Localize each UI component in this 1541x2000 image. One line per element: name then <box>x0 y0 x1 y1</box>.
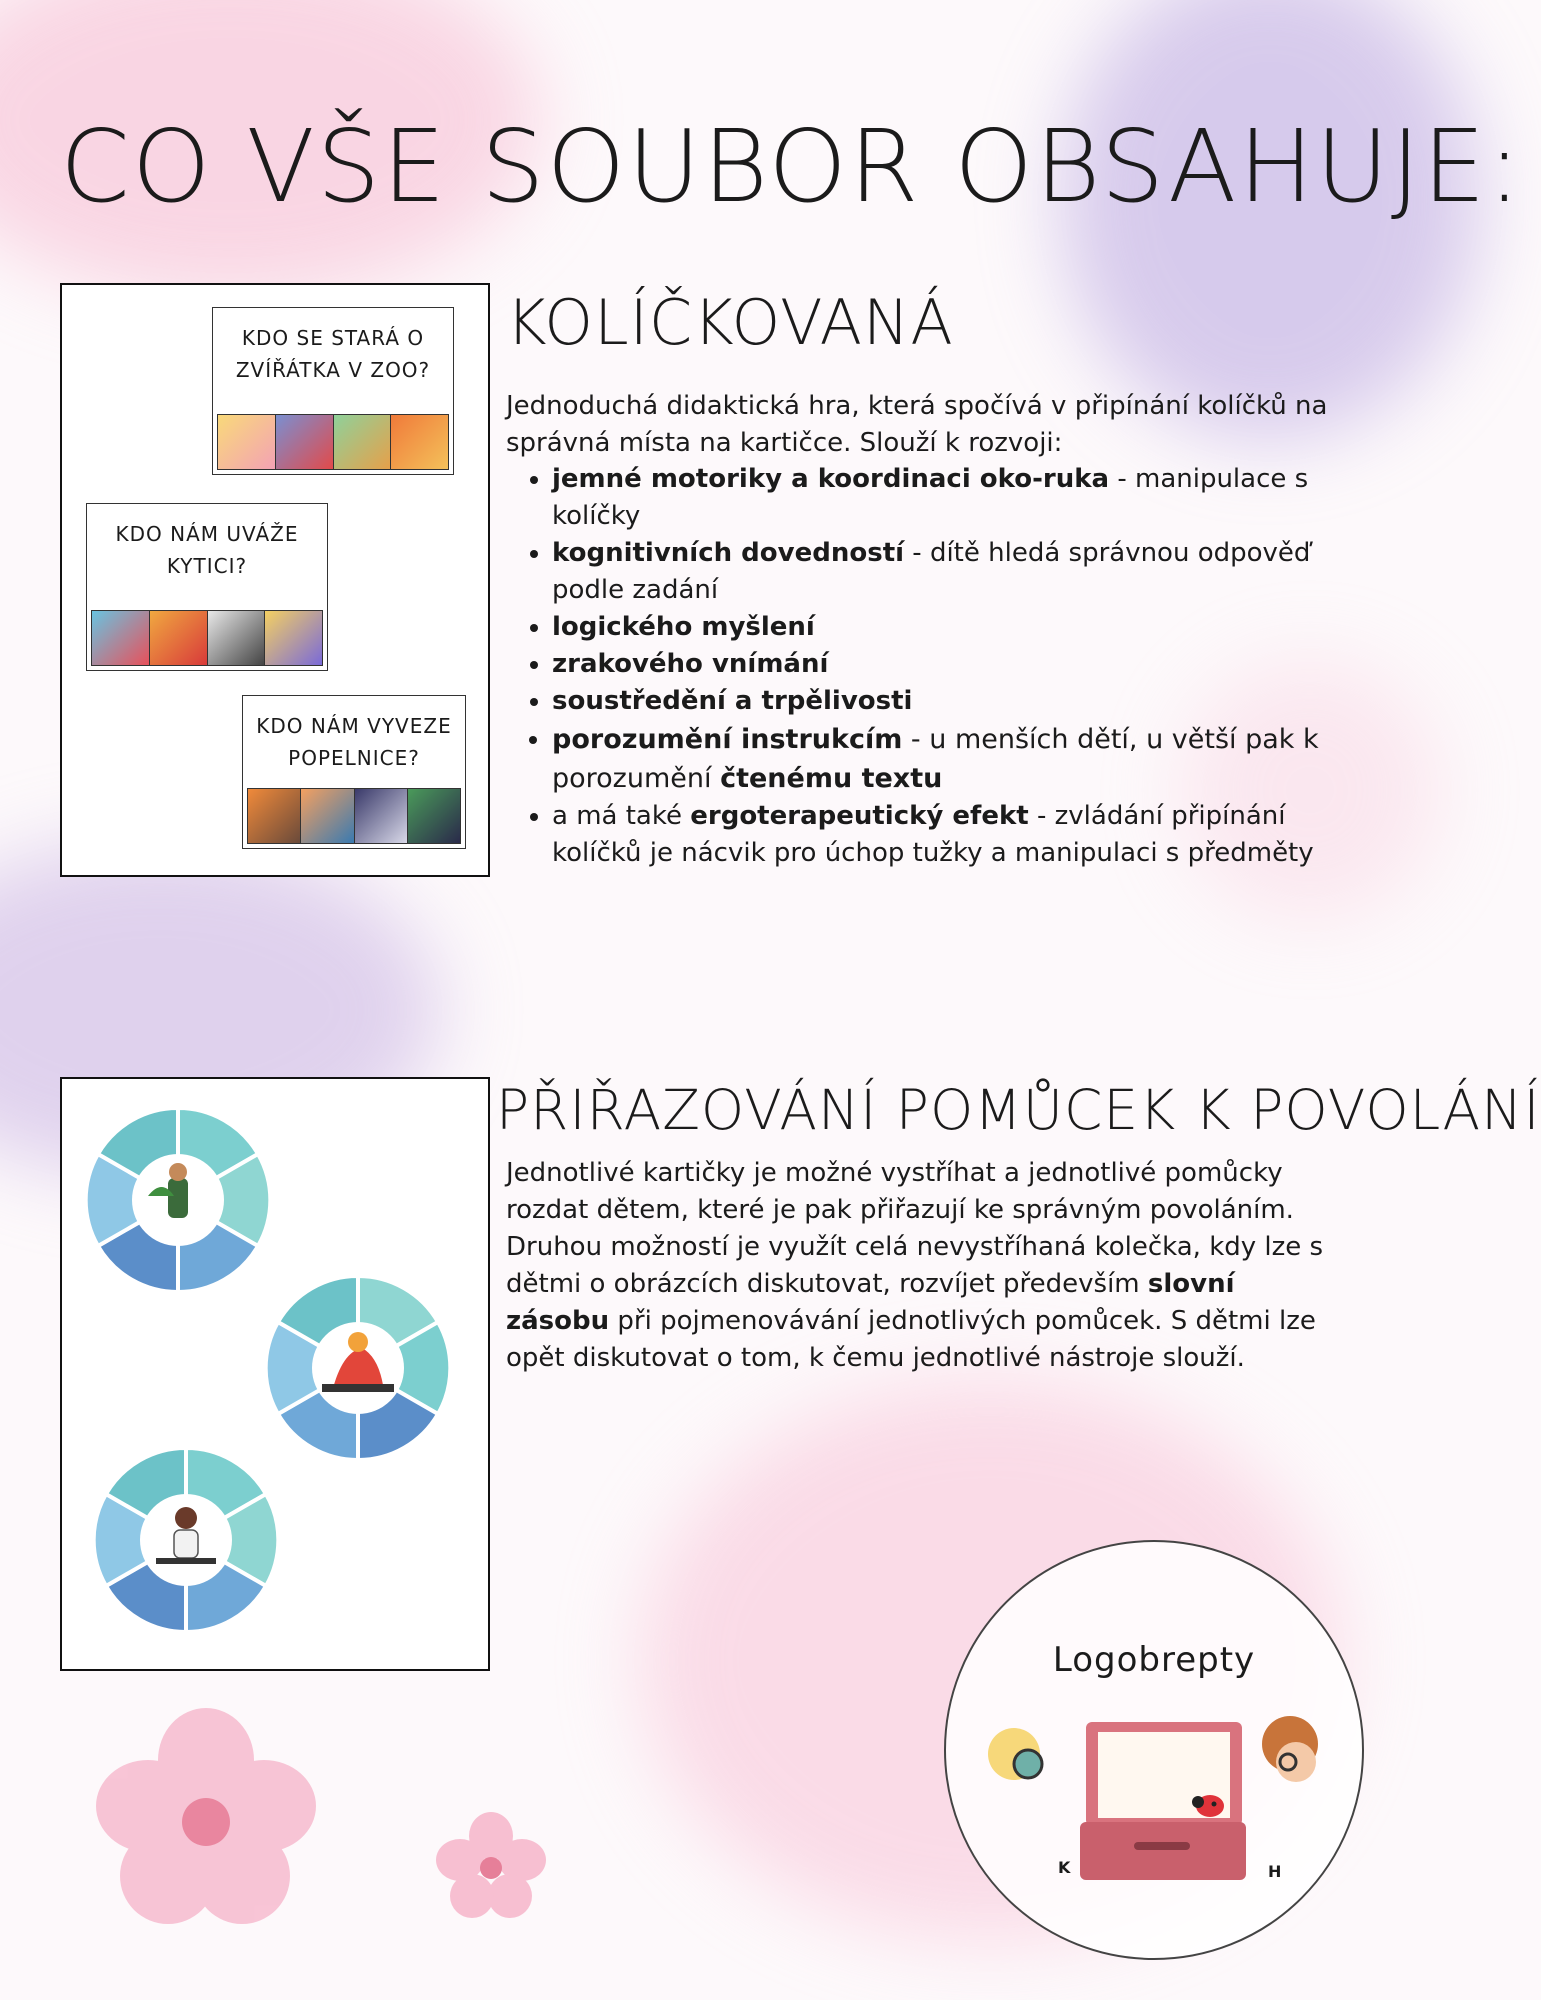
card-kytice-line2: KYTICI? <box>166 554 248 578</box>
list-item <box>552 461 1372 535</box>
card-zoo-line2: ZVÍŘÁTKA V ZOO? <box>235 358 431 382</box>
gardener-puzzle-wheel <box>82 1104 274 1296</box>
list-item-bold: zrakového vnímání <box>552 649 829 679</box>
card-popelnice <box>242 695 466 849</box>
list-item-bold: ergoterapeutický efekt <box>690 801 1029 831</box>
list-item-bold: čtenému textu <box>720 763 943 794</box>
pomucky-text-bold: slovní zásobu <box>506 1269 1235 1336</box>
picture-strip <box>247 788 461 844</box>
card-popelnice-line2: POPELNICE? <box>288 746 420 770</box>
list-item <box>552 646 1372 683</box>
pomucky-text-b: při pojmenovávání jednotlivých pomůcek. S dětmi lze opět diskutovat o tom, k čemu jednotlivé nástroje slouží. <box>506 1306 1316 1373</box>
flower-decoration-large <box>96 1710 316 1930</box>
card-zoo-line1: KDO SE STARÁ O <box>241 326 425 350</box>
list-item <box>552 535 1372 609</box>
card-zoo <box>212 307 454 475</box>
card-kytice <box>86 503 328 671</box>
picture-strip <box>217 414 449 470</box>
logobrepty-logo <box>944 1540 1364 1960</box>
list-item-bold: jemné motoriky a koordinaci oko-ruka <box>552 464 1110 494</box>
kolickovana-preview <box>60 283 490 877</box>
pomucky-text-a: Jednotlivé kartičky je možné vystříhat a jednotlivé pomůcky rozdat dětem, které je pak přiřazují ke správným povoláním. Druhou možností je využít celá nevystříhaná kolečka, kdy lze s dětmi o obrázcích diskutovat, rozvíjet především <box>506 1158 1324 1299</box>
list-item <box>552 720 1372 798</box>
pomucky-description <box>506 1155 1346 1377</box>
list-item-text: - u menších dětí, u větší pak k porozumění <box>552 724 1319 794</box>
logo-name: Logobrepty <box>1052 1640 1256 1680</box>
firefighter-puzzle-wheel <box>262 1272 454 1464</box>
list-item-text: a má také <box>552 801 691 831</box>
list-item-bold: kognitivních dovedností <box>552 538 905 568</box>
list-item-text: - zvládání připínání kolíčků je nácvik pro úchop tužky a manipulaci s předměty <box>552 801 1314 868</box>
scientist-puzzle-wheel <box>90 1444 282 1636</box>
logo-left-letter: K <box>1058 1858 1071 1877</box>
list-item <box>552 609 1372 646</box>
list-item-bold: soustředění a trpělivosti <box>552 686 913 716</box>
list-item <box>552 798 1372 872</box>
kolickovana-intro: Jednoduchá didaktická hra, která spočívá v připínání kolíčků na správná místa na kartičce. Slouží k rozvoji: <box>506 391 1328 458</box>
kolickovana-benefits-list <box>508 461 1372 872</box>
list-item-bold: porozumění instrukcím <box>552 724 903 755</box>
card-kytice-line1: KDO NÁM UVÁŽE <box>115 522 299 546</box>
list-item-bold: logického myšlení <box>552 612 815 642</box>
picture-strip <box>91 610 323 666</box>
card-popelnice-line1: KDO NÁM VYVEZE <box>256 714 452 738</box>
page-title: CO VŠE SOUBOR OBSAHUJE: <box>60 108 1524 225</box>
section-heading-pomucky: PŘIŘAZOVÁNÍ POMŮCEK K POVOLÁNÍ <box>496 1078 1541 1142</box>
logo-right-letter: H <box>1268 1862 1282 1881</box>
list-item-text: - manipulace s kolíčky <box>552 464 1309 531</box>
section-heading-kolickovana: KOLÍČKOVANÁ <box>506 286 954 359</box>
list-item-text: - dítě hledá správnou odpověď podle zadání <box>552 538 1311 605</box>
flower-decoration-small <box>436 1812 546 1922</box>
list-item <box>552 683 1372 720</box>
